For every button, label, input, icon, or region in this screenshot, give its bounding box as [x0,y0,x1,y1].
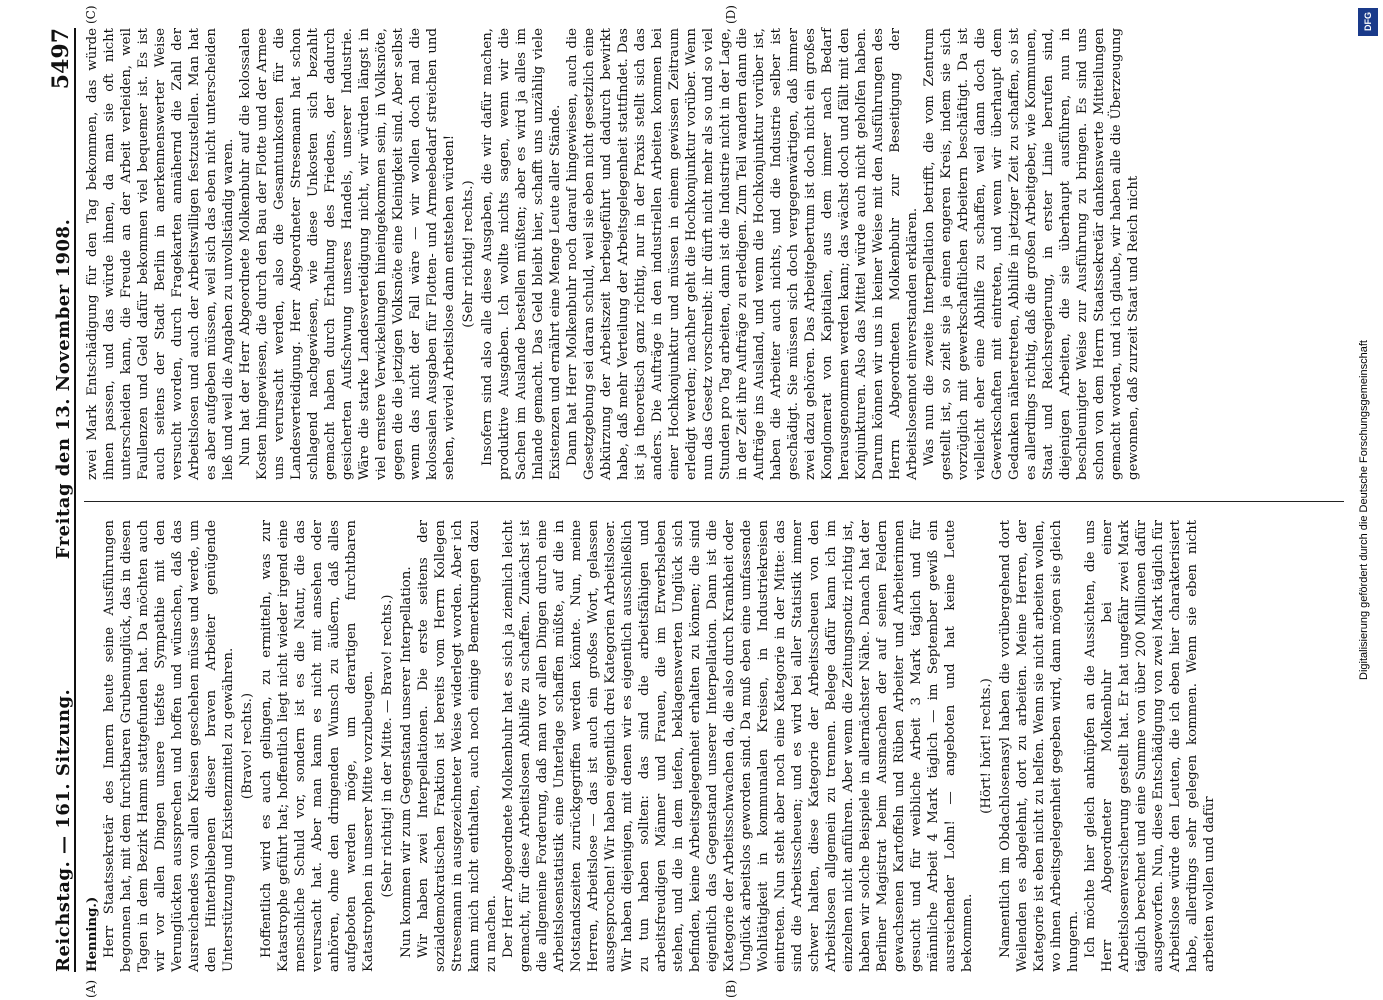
right-paragraph-2: Nun hat der Herr Abgeordnete Molkenbuhr auf die kolossalen Kosten hingewiesen, die durch den Bau der Flotte und der Armee uns verursacht werden, also die Gesamtunkosten für die Landesverteidigung. Herr Abgeordneter Stresemann hat schon schlagend nachgewiesen, wie diese Unkosten sich bezahlt gemacht haben durch Erhaltung des Friedens, der dadurch gesicherten Aufschwung unseres Handels, unserer Industrie. Wäre die starke Landesverteidigung nicht, wir würden längst in viel ernstere Verwickelungen hineingekommen sein, in Volksnöte, gegen die die jetzigen Volksnöte eine Kleinigkeit sind. Aber selbst wenn das nicht der Fall wäre — wir wollen doch mal die kolossalen Ausgaben für Flotten- und Armeebedarf streichen und sehen, wieviel Arbeitslose dann entstehen würden! [238,28,457,480]
left-interjection-1: (Bravo! rechts.) [240,692,255,800]
right-paragraph-5: Was nun die zweite Interpellation betrifft, die vom Zentrum gestellt ist, so zielt sie ja einen engeren Kreis, indem sie sich vorzüglich mit gewerkschaftlichen Arbeitern beschäftigt. Da ist vielleicht eher eine Abhilfe zu schaffen, weil dann doch die Gewerkschaften mit eintreten, und wenn wir überhaupt dem Gedanken näheretreten, Abhilfe in jetziger Zeit zu schaffen, so ist es allerdings richtig, daß die großen Arbeitgeber, wie Kommunen, Staat und Reichsregierung, in erster Linie berufen sind, diejenigen Arbeiten, die sie überhaupt ausführen, nun in beschleunigter Weise zur Ausführung zu bringen. Es sind uns schon von dem Herrn Staatssekretär dankenswerte Mitteilungen gemacht worden, und ich glaube, wir haben alle die Überzeugung gewonnen, daß zurzeit Staat und Reich nicht [922,28,1141,480]
right-interjection-1: (Sehr richtig! rechts.) [461,180,476,328]
left-paragraph-7: Ich möchte hier gleich anknüpfen an die Aussichten, die uns Herr Abgeordneter Molkenbuhr bei einer Arbeitslosenversicherung gestellt hat. Er hat ungefähr zwei Mark täglich berechnet und eine Summe von über 200 Millionen dafür ausgeworfen. Nun, diese Entschädigung von zwei Mark täglich für Arbeitslose würde den Leuten, die ich eben hier charakterisiert habe, allerdings sehr gelegen kommen. Wenn sie eben nicht arbeiten wollen und dafür [1083,520,1217,972]
margin-mark-b: (B) [724,979,738,998]
left-paragraph-2: Hoffentlich wird es auch gelingen, zu ermitteln, was zur Katastrophe geführt hat; hoffentlich liegt nicht wieder irgend eine menschliche Schuld vor, sondern ist es die Natur, die das verursacht hat. Aber man kann es nicht mit ansehen oder anhören, ohne den dringenden Wunsch zu äußern, daß alles aufgeboten werden möge, um derartigen furchtbaren Katastrophen in unserer Mitte vorzubeugen. [259,520,376,972]
right-paragraph-1: zwei Mark Entschädigung für den Tag bekommen, das würde ihnen passen, und das würde ihnen, da man sie oft nicht unterscheiden kann, die Freude an der Arbeit verleiden, weil Faullenzen und Geld dafür bekommen viel bequemer ist. Es ist auch seitens der Stadt Berlin in anerkennenswerter Weise versucht worden, durch Fragekarten annähernd die Zahl der Arbeitslosen und auch der Arbeitswilligen festzustellen. Man hat es aber aufgeben müssen, weil sich das eben nicht unterscheiden ließ und weil die Angaben zu unvollständig waren. [85,28,236,480]
right-paragraph-4: Dann hat Herr Molkenbuhr noch darauf hingewiesen, auch die Gesetzgebung sei daran schuld, weil sie eben nicht gesetzlich eine Abkürzung der Arbeitszeit herbeigeführt und dadurch bewirkt habe, daß mehr Verteilung der Arbeitsgelegenheit stattfindet. Das ist ja theoretisch ganz richtig, nur in der Praxis stellt sich das anders. Die Aufträge in den industriellen Arbeiten kommen bei einer Hochkonjunktur und müssen in einem gewissen Zeitraum erledigt werden; nachher geht die Hochkonjunktur vorüber. Wenn nun das Gesetz vorschreibt: ihr dürft nicht mehr als so und so viel Stunden pro Tag arbeiten, dann ist die Industrie nicht in der Lage, in der Zeit ihre Aufträge zu erledigen. Zum Teil wandern dann die Aufträge ins Ausland, und wenn die Hochkonjunktur vorüber ist, haben die Arbeiter auch nichts, und die Industrie selber ist geschädigt. Sie müssen sich doch vergegenwärtigen, daß immer zwei dazu gehören. Das Arbeitgebertum ist doch nicht ein großes Konglomerat von Kapitalien, aus dem immer nach Bedarf herausgenommen werden kann; das wächst doch und fällt mit den Konjunkturen. Also das Mittel würde auch nicht geholfen haben. Darum können wir uns in keiner Weise mit den Ausführungen des Herrn Abgeordneten Molkenbuhr zur Beseitigung der Arbeitslosennot einverstanden erklären. [565,28,920,480]
left-paragraph-4: Wir haben zwei Interpellationen. Die erste seitens der sozialdemokratischen Fraktion ist bereits vom Herrn Kollegen Stresemann in ausgezeichneter Weise widerlegt worden. Aber ich kann mich nicht enthalten, auch noch einige Bemerkungen dazu zu machen. [416,520,499,972]
left-paragraph-5: Der Herr Abgeordnete Molkenbuhr hat es sich ja ziemlich leicht gemacht, für diese Arbeitslosen Abhilfe zu schaffen. Zunächst ist die allgemeine Forderung, daß man vor allen Dingen durch eine Arbeitslosenstatistik eine Unterlage schaffen müßte, auf die in Notstandszeiten zurückgegriffen werden könnte. Nun, meine Herren, Arbeitslose — das ist auch ein großes Wort, gelassen ausgesprochen! Wir haben eigentlich drei Kategorien Arbeitsloser. Wir haben diejenigen, mit denen wir es eigentlich ausschließlich zu tun haben sollten: das sind die arbeitsfähigen und arbeitsfreudigen Männer und Frauen, die im Erwerbsleben stehen, und die in dem tiefen, beklagenswerten Unglück sich befinden, keine Arbeitsgelegenheit erhalten zu können; die sind eigentlich das Gegenstand unserer Interpellation. Dann ist die Kategorie der Arbeitsschwachen da, die also durch Krankheit oder Unglück arbeitslos geworden sind. Da muß eben eine umfassende Wohltätigkeit in kommunalen Kreisen, in Industriekreisen eintreten. Nun steht aber noch eine Kategorie in der Mitte: das sind die Arbeitsscheuen; und es wird bei aller Statistik immer schwer halten, diese Kategorie der Arbeitsscheuen von den Arbeitslosen allgemein zu trennen. Belege dafür kann ich im einzelnen nicht anführen. Aber wenn die Zeitungsnotiz richtig ist, haben wir solche Beispiele in allernächster Nähe. Danach hat der Berliner Magistrat beim Ausmachen der auf seinen Feldern gewachsenen Kartoffeln und Rüben Arbeiter und Arbeiterinnen gesucht und für weibliche Arbeit 3 Mark täglich und für männliche Arbeit 4 Mark täglich — im September gewiß ein ausreichender Lohn! — angeboten und hat keine Leute bekommen. [501,520,975,972]
left-paragraph-3: Nun kommen wir zum Gegenstand unserer Interpellation. [399,566,414,958]
margin-mark-d: (D) [724,5,738,24]
header-left: Reichstag. — 161. Sitzung. [53,688,74,972]
left-interjection-3: (Hört! hört! rechts.) [979,678,994,814]
page-header [40,28,76,972]
left-paragraph-1: Herr Staatssekretär des Innern heute seine Ausführungen begonnen hat, mit dem furchtbaren Grubenunglück, das in diesen Tagen in dem Bezirk Hamm stattgefunden hat. Da möchten auch wir vor allen Dingen unsere tiefste Sympathie mit den Verunglückten aussprechen und hoffen und wünschen, daß das Ausreichendes von allen Kreisen geschehen müsse und werde, um den Hinterbliebenen dieser braven Arbeiter genügende Unterstützung und Existenzmittel zu gewähren. [102,520,236,972]
column-divider [84,501,1344,502]
speaker-name: Henning.) [85,896,100,972]
header-date: Freitag den 13. November 1908. [53,218,74,560]
document-page [40,5,1360,998]
text-columns [84,5,1344,998]
page-number: 5497 [48,28,74,90]
margin-mark-a: (A) [84,979,98,998]
left-paragraph-6: Namentlich im Obdachlosenasyl haben die vorübergehend dort Weilenden es abgelehnt, dort zu arbeiten. Meine Herren, der Kategorie ist eben nicht zu helfen. Wenn sie nicht arbeiten wollen, wo ihnen Arbeitsgelegenheit gegeben wird, dann mögen sie gleich hungern. [998,520,1081,972]
dfg-funding-note: Digitalisierung gefördert durch die Deutsche Forschungsgemeinschaft [1358,340,1370,680]
margin-mark-c: (C) [84,5,98,24]
right-paragraph-3: Insofern sind also alle diese Ausgaben, die wir dafür machen, produktive Ausgaben. Ich wollte nichts sagen, wenn wir die Sachen im Auslande bestellen müßten; aber es wird ja alles im Inlande gemacht. Das Geld bleibt hier, schafft uns unzählig viele Existenzen und ernährt eine Menge Leute aller Stände. [480,28,563,480]
left-column [84,520,1344,972]
left-interjection-2: (Sehr richtig! in der Mitte. — Bravo! rechts.) [380,594,395,898]
right-column [84,28,1344,480]
dfg-logo: DFG [1358,8,1378,36]
